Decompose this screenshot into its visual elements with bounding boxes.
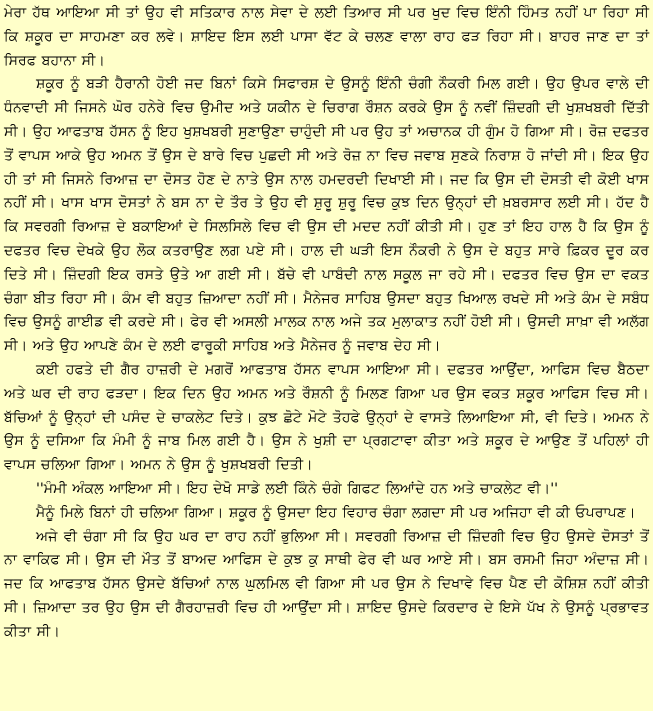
- paragraph-2: ਸ਼ਕੂਰ ਨੂੰ ਬੜੀ ਹੈਰਾਨੀ ਹੋਈ ਜਦ ਬਿਨਾਂ ਕਿਸੇ ਸਿਫਾਰਸ਼ ਦੇ ਉਸਨੂੰ ਇੰਨੀ ਚੰਗੀ ਨੌਕਰੀ ਮਿਲ ਗਈ। ਉਹ ਉਪਰ ਵਾਲੇ ਦੀ ਧੰਨਵਾਦੀ ਸੀ ਜਿਸਨੇ ਘੋਰ ਹਨੇਰੇ ਵਿਚ ਉਮੀਦ ਅਤੇ ਯਕੀਨ ਦੇ ਚਿਰਾਗ ਰੌਸ਼ਨ ਕਰਕੇ ਉਸ ਨੂੰ ਨਵੀਂ ਜ਼ਿੰਦਗੀ ਦੀ ਖੁਸ਼ਖਬਰੀ ਦਿੱਤੀ ਸੀ। ਉਹ ਆਫਤਾਬ ਹੱਸਨ ਨੂੰ ਇਹ ਖੁਸ਼ਖਬਰੀ ਸੁਣਾਉਣਾ ਚਾਹੁੰਦੀ ਸੀ ਪਰ ਉਹ ਤਾਂ ਅਚਾਨਕ ਹੀ ਗੁੰਮ ਹੋ ਗਿਆ ਸੀ। ਰੋਜ਼ ਦਫਤਰ ਤੋਂ ਵਾਪਸ ਆਕੇ ਉਹ ਅਮਨ ਤੋਂ ਉਸ ਦੇ ਬਾਰੇ ਵਿਚ ਪੁਛਦੀ ਸੀ ਅਤੇ ਰੋਜ਼ ਨਾ ਵਿਚ ਜਵਾਬ ਸੁਣਕੇ ਨਿਰਾਸ਼ ਹੋ ਜਾਂਦੀ ਸੀ। ਇਕ ਉਹ ਹੀ ਤਾਂ ਸੀ ਜਿਸਨੇ ਰਿਆਜ਼ ਦਾ ਦੋਸਤ ਹੋਣ ਦੇ ਨਾਤੇ ਉਸ ਨਾਲ ਹਮਦਰਦੀ ਦਿਖਾਈ ਸੀ। ਜਦ ਕਿ ਉਸ ਦੀ ਦੋਸਤੀ ਵੀ ਕੋਈ ਖਾਸ ਨਹੀਂ ਸੀ। ਖਾਸ ਖਾਸ ਦੋਸਤਾਂ ਨੇ ਬਸ ਨਾ ਦੇ ਤੌਰ ਤੇ ਉਹ ਵੀ ਸ਼ੁਰੂ ਸ਼ੁਰੂ ਵਿਚ ਕੁਝ ਦਿਨ ਉਨ੍ਹਾਂ ਦੀ ਖ਼ਬਰਸਾਰ ਲਈ ਸੀ। ਹੱਦ ਹੈ ਕਿ ਸਵਰਗੀ ਰਿਆਜ਼ ਦੇ ਬਕਾਇਆਂ ਦੇ ਸਿਲਸਿਲੇ ਵਿਚ ਵੀ ਉਸ ਦੀ ਮਦਦ ਨਹੀਂ ਕੀਤੀ ਸੀ। ਹੁਣ ਤਾਂ ਇਹ ਹਾਲ ਹੈ ਕਿ ਉਸ ਨੂੰ ਦਫਤਰ ਵਿਚ ਦੇਖਕੇ ਉਹ ਲੋਕ ਕਤਰਾਉਣ ਲਗ ਪਏ ਸੀ। ਹਾਲ ਦੀ ਘੜੀ ਇਸ ਨੌਕਰੀ ਨੇ ਉਸ ਦੇ ਬਹੁਤ ਸਾਰੇ ਫ਼ਿਕਰ ਦੂਰ ਕਰ ਦਿਤੇ ਸੀ। ਜ਼ਿੰਦਗੀ ਇਕ ਰਸਤੇ ਉਤੇ ਆ ਗਈ ਸੀ। ਬੱਚੇ ਵੀ ਪਾਬੰਦੀ ਨਾਲ ਸਕੂਲ ਜਾ ਰਹੇ ਸੀ। ਦਫਤਰ ਵਿਚ ਉਸ ਦਾ ਵਕਤ ਚੰਗਾ ਬੀਤ ਰਿਹਾ ਸੀ। ਕੰਮ ਵੀ ਬਹੁਤ ਜ਼ਿਆਦਾ ਨਹੀਂ ਸੀ। ਮੈਨੇਜਰ ਸਾਹਿਬ ਉਸਦਾ ਬਹੁਤ ਖਿਆਲ ਰਖਦੇ ਸੀ ਅਤੇ ਕੰਮ ਦੇ ਸਬੰਧ ਵਿਚ ਉਸਨੂੰ ਗਾਈਡ ਵੀ ਕਰਦੇ ਸੀ। ਫੇਰ ਵੀ ਅਸਲੀ ਮਾਲਕ ਨਾਲ ਅਜੇ ਤਕ ਮੁਲਾਕਾਤ ਨਹੀਂ ਹੋਈ ਸੀ। ਉਸਦੀ ਸਾਖ਼ਾ ਵੀ ਅਲੱਗ ਸੀ। ਅਤੇ ਉਹ ਆਪਣੇ ਕੰਮ ਦੇ ਲਈ ਫਾਰੂਕੀ ਸਾਹਿਬ ਅਤੇ ਮੈਨੇਜਰ ਨੂੰ ਜਵਾਬ ਦੇਹ ਸੀ।: [4, 76, 649, 355]
- paragraph-5: ਮੈਨੂੰ ਮਿਲੇ ਬਿਨਾਂ ਹੀ ਚਲਿਆ ਗਿਆ। ਸ਼ਕੂਰ ਨੂੰ ਉਸਦਾ ਇਹ ਵਿਹਾਰ ਚੰਗਾ ਲਗਦਾ ਸੀ ਪਰ ਅਜਿਹਾ ਵੀ ਕੀ ਓਪਰਾਪਣ।: [36, 504, 636, 521]
- paragraph-4-quote: ''ਮੰਮੀ ਅੰਕਲ ਆਇਆ ਸੀ। ਇਹ ਦੇਖੋ ਸਾਡੇ ਲਈ ਕਿੰਨੇ ਚੰਗੇ ਗਿਫਟ ਲਿਆਂਦੇ ਹਨ ਅਤੇ ਚਾਕਲੇਟ ਵੀ।'': [36, 480, 558, 497]
- paragraph-1: ਮੇਰਾ ਹੱਥ ਆਇਆ ਸੀ ਤਾਂ ਉਹ ਵੀ ਸਤਿਕਾਰ ਨਾਲ ਸੇਵਾ ਦੇ ਲਈ ਤਿਆਰ ਸੀ ਪਰ ਖੁਦ ਵਿਚ ਇੰਨੀ ਹਿੰਮਤ ਨਹੀਂ ਪਾ ਰਿਹਾ ਸੀ ਕਿ ਸ਼ਕੂਰ ਦਾ ਸਾਹਮਣਾ ਕਰ ਲਵੇ। ਸ਼ਾਇਦ ਇਸ ਲਈ ਪਾਸਾ ਵੱਟ ਕੇ ਚਲਣ ਵਾਲਾ ਰਾਹ ਫੜ ਰਿਹਾ ਸੀ। ਬਾਹਰ ਜਾਣ ਦਾ ਤਾਂ ਸਿਰਫ ਬਹਾਨਾ ਸੀ।: [4, 5, 649, 69]
- paragraph-6: ਅਜੇ ਵੀ ਚੰਗਾ ਸੀ ਕਿ ਉਹ ਘਰ ਦਾ ਰਾਹ ਨਹੀਂ ਭੁਲਿਆ ਸੀ। ਸਵਰਗੀ ਰਿਆਜ਼ ਦੀ ਜ਼ਿੰਦਗੀ ਵਿਚ ਉਹ ਉਸਦੇ ਦੋਸਤਾਂ ਤੋਂ ਨਾ ਵਾਕਿਫ ਸੀ। ਉਸ ਦੀ ਮੌਤ ਤੋਂ ਬਾਅਦ ਆਫਿਸ ਦੇ ਕੁਝ ਕੁ ਸਾਥੀ ਫੇਰ ਵੀ ਘਰ ਆਏ ਸੀ। ਬਸ ਰਸਮੀ ਜਿਹਾ ਅੰਦਾਜ਼ ਸੀ। ਜਦ ਕਿ ਆਫਤਾਬ ਹੱਸਨ ਉਸਦੇ ਬੱਚਿਆਂ ਨਾਲ ਘੁਲਮਿਲ ਵੀ ਗਿਆ ਸੀ ਪਰ ਉਸ ਨੇ ਦਿਖਾਵੇ ਵਿਚ ਪੈਣ ਦੀ ਕੋਸ਼ਿਸ਼ ਨਹੀਂ ਕੀਤੀ ਸੀ। ਜ਼ਿਆਦਾ ਤਰ ਉਹ ਉਸ ਦੀ ਗੈਰਹਾਜ਼ਰੀ ਵਿਚ ਹੀ ਆਉਂਦਾ ਸੀ। ਸ਼ਾਇਦ ਉਸਦੇ ਕਿਰਦਾਰ ਦੇ ਇਸੇ ਪੱਖ ਨੇ ਉਸਨੂੰ ਪ੍ਰਭਾਵਤ ਕੀਤਾ ਸੀ।: [4, 528, 649, 640]
- paragraph-3: ਕਈ ਹਫਤੇ ਦੀ ਗੈਰ ਹਾਜ਼ਰੀ ਦੇ ਮਗਰੋਂ ਆਫਤਾਬ ਹੱਸਨ ਵਾਪਸ ਆਇਆ ਸੀ। ਦਫਤਰ ਆਉਂਦਾ, ਆਫਿਸ ਵਿਚ ਬੈਠਦਾ ਅਤੇ ਘਰ ਦੀ ਰਾਹ ਫੜਦਾ। ਇਕ ਦਿਨ ਉਹ ਅਮਨ ਅਤੇ ਰੌਸ਼ਨੀ ਨੂੰ ਮਿਲਣ ਗਿਆ ਪਰ ਉਸ ਵਕਤ ਸ਼ਕੂਰ ਆਫਿਸ ਵਿਚ ਸੀ। ਬੱਚਿਆਂ ਨੂੰ ਉਨ੍ਹਾਂ ਦੀ ਪਸੰਦ ਦੇ ਚਾਕਲੇਟ ਦਿਤੇ। ਕੁਝ ਛੋਟੇ ਮੋਟੇ ਤੋਹਫੇ ਉਨ੍ਹਾਂ ਦੇ ਵਾਸਤੇ ਲਿਆਇਆ ਸੀ, ਵੀ ਦਿਤੇ। ਅਮਨ ਨੇ ਉਸ ਨੂੰ ਦਸਿਆ ਕਿ ਮੰਮੀ ਨੂੰ ਜਾਬ ਮਿਲ ਗਈ ਹੈ। ਉਸ ਨੇ ਖੁਸ਼ੀ ਦਾ ਪ੍ਰਗਟਾਵਾ ਕੀਤਾ ਅਤੇ ਸ਼ਕੂਰ ਦੇ ਆਉਣ ਤੋਂ ਪਹਿਲਾਂ ਹੀ ਵਾਪਸ ਚਲਿਆ ਗਿਆ। ਅਮਨ ਨੇ ਉਸ ਨੂੰ ਖੁਸ਼ਖਬਰੀ ਦਿਤੀ।: [4, 361, 649, 474]
